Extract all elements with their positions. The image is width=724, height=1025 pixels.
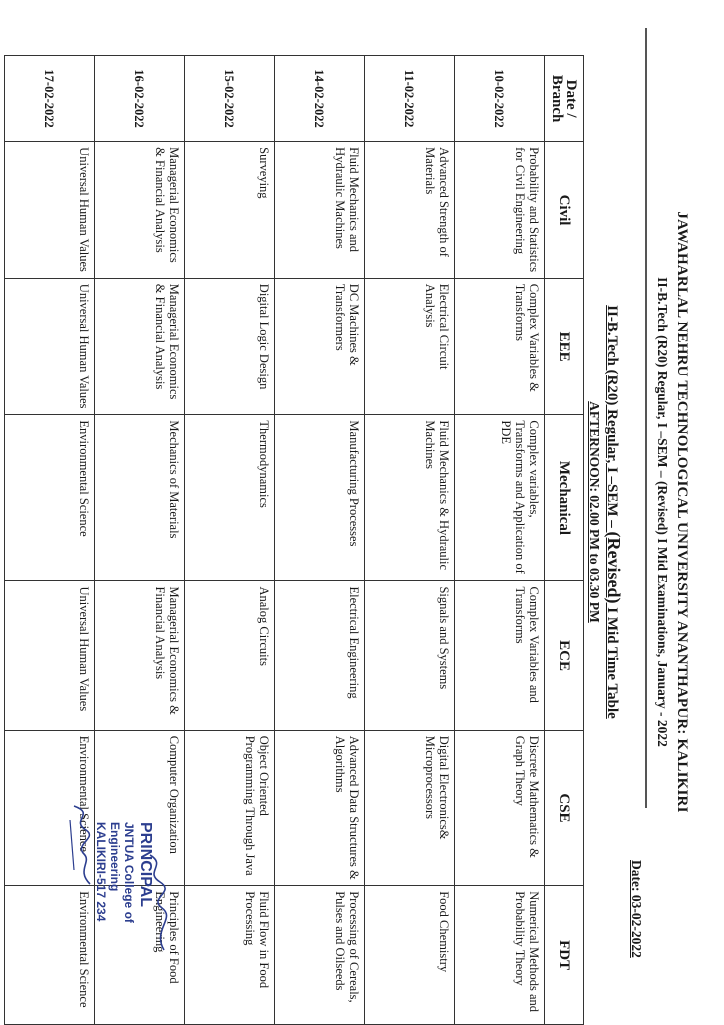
header-mechanical: Mechanical [545, 415, 584, 581]
subject-cell: Electrical Engineering [275, 581, 365, 730]
session-time: AFTERNOON: 02.00 PM to 03.30 PM [587, 401, 602, 623]
issue-date: Date: 03-02-2022 [629, 860, 644, 958]
subject-cell: Mechanics of Materials [95, 415, 185, 581]
header-eee: EEE [545, 278, 584, 415]
subject-cell: Managerial Economics & Financial Analysis [95, 278, 185, 415]
subject-cell: Food Chemistry [365, 886, 455, 1025]
header-civil: Civil [545, 142, 584, 279]
table-row [275, 56, 365, 1025]
subject-cell: Universal Human Values [5, 581, 95, 730]
exam-date: 17-02-2022 [5, 56, 95, 142]
header-ece: ECE [545, 581, 584, 730]
subject-cell: Manufacturing Processes [275, 415, 365, 581]
subject-cell: Fluid Flow in Food Processing [185, 886, 275, 1025]
subject-cell: Electrical Circuit Analysis [365, 278, 455, 415]
stamp-title: PRINCIPAL [137, 822, 154, 908]
exam-date: 10-02-2022 [455, 56, 545, 142]
table-row [455, 56, 545, 1025]
exam-subtitle: II-B.Tech (R20) Regular, I –SEM – (Revised) I Mid Examinations, January - 2022 [655, 277, 670, 747]
subject-cell: Environmental Science [5, 730, 95, 886]
header-fdt: FDT [545, 886, 584, 1025]
subject-cell: Advanced Data Structures & Algorithms [275, 730, 365, 886]
university-name: JAWAHARLAL NEHRU TECHNOLOGICAL UNIVERSITY ANANTHAPUR: KALIKIRI [674, 211, 690, 813]
subject-cell: Probability and Statistics for Civil Engineering [455, 142, 545, 279]
subject-cell: Universal Human Values [5, 278, 95, 415]
subject-cell: Processing of Cereals, Pulses and Oilseeds [275, 886, 365, 1025]
subject-cell: Digital Electronics& Microprocessors [365, 730, 455, 886]
header-cse: CSE [545, 730, 584, 886]
subject-cell: Discrete Mathematics & Graph Theory [455, 730, 545, 886]
header-date-branch: Date / Branch [545, 56, 584, 142]
exam-date: 16-02-2022 [95, 56, 185, 142]
subject-cell: Complex Variables & Transforms [455, 278, 545, 415]
stamp-college: JNTUA College of Engineering [108, 822, 136, 923]
timetable-title [603, 0, 624, 1024]
subject-cell: Thermodynamics [185, 415, 275, 581]
subject-cell: Object Oriented Programming Through Java [185, 730, 275, 886]
subject-cell: Signals and Systems [365, 581, 455, 730]
subject-cell: Complex Variables and Transforms [455, 581, 545, 730]
timetable-title-revised: (Revised) [604, 531, 624, 604]
exam-date: 15-02-2022 [185, 56, 275, 142]
subject-cell: DC Machines & Transformers [275, 278, 365, 415]
subject-cell: Fluid Mechanics & Hydraulic Machines [365, 415, 455, 581]
timetable-title-post: I Mid Time Table [604, 603, 620, 719]
subject-cell: Computer Organization [95, 730, 185, 886]
subject-cell: Advanced Strength of Materials [365, 142, 455, 279]
subject-cell: Complex variables, Transforms and Application of PDE [455, 415, 545, 581]
table-row [365, 56, 455, 1025]
table-row [185, 56, 275, 1025]
subject-cell: Principles of Food Engineering [95, 886, 185, 1025]
subject-cell: Environmental Science [5, 415, 95, 581]
header-divider [645, 28, 647, 808]
table-header-row [545, 56, 584, 1025]
subject-cell: Fluid Mechanics and Hydraulic Machines [275, 142, 365, 279]
subject-cell: Managerial Economics & Financial Analysis [95, 142, 185, 279]
subject-cell: Numerical Methods and Probability Theory [455, 886, 545, 1025]
subject-cell: Analog Circuits [185, 581, 275, 730]
stamp-address: KALIKIRI-517 234 [94, 822, 108, 922]
subject-cell: Managerial Economics & Financial Analysis [95, 581, 185, 730]
initials-signature-icon [64, 800, 104, 890]
subject-cell: Surveying [185, 142, 275, 279]
timetable-title-pre: II-B.Tech (R20) Regular, I –SEM – [604, 305, 620, 532]
exam-date: 14-02-2022 [275, 56, 365, 142]
subject-cell: Universal Human Values [5, 142, 95, 279]
exam-date: 11-02-2022 [365, 56, 455, 142]
subject-cell: Environmental Science [5, 886, 95, 1025]
subject-cell: Digital Logic Design [185, 278, 275, 415]
